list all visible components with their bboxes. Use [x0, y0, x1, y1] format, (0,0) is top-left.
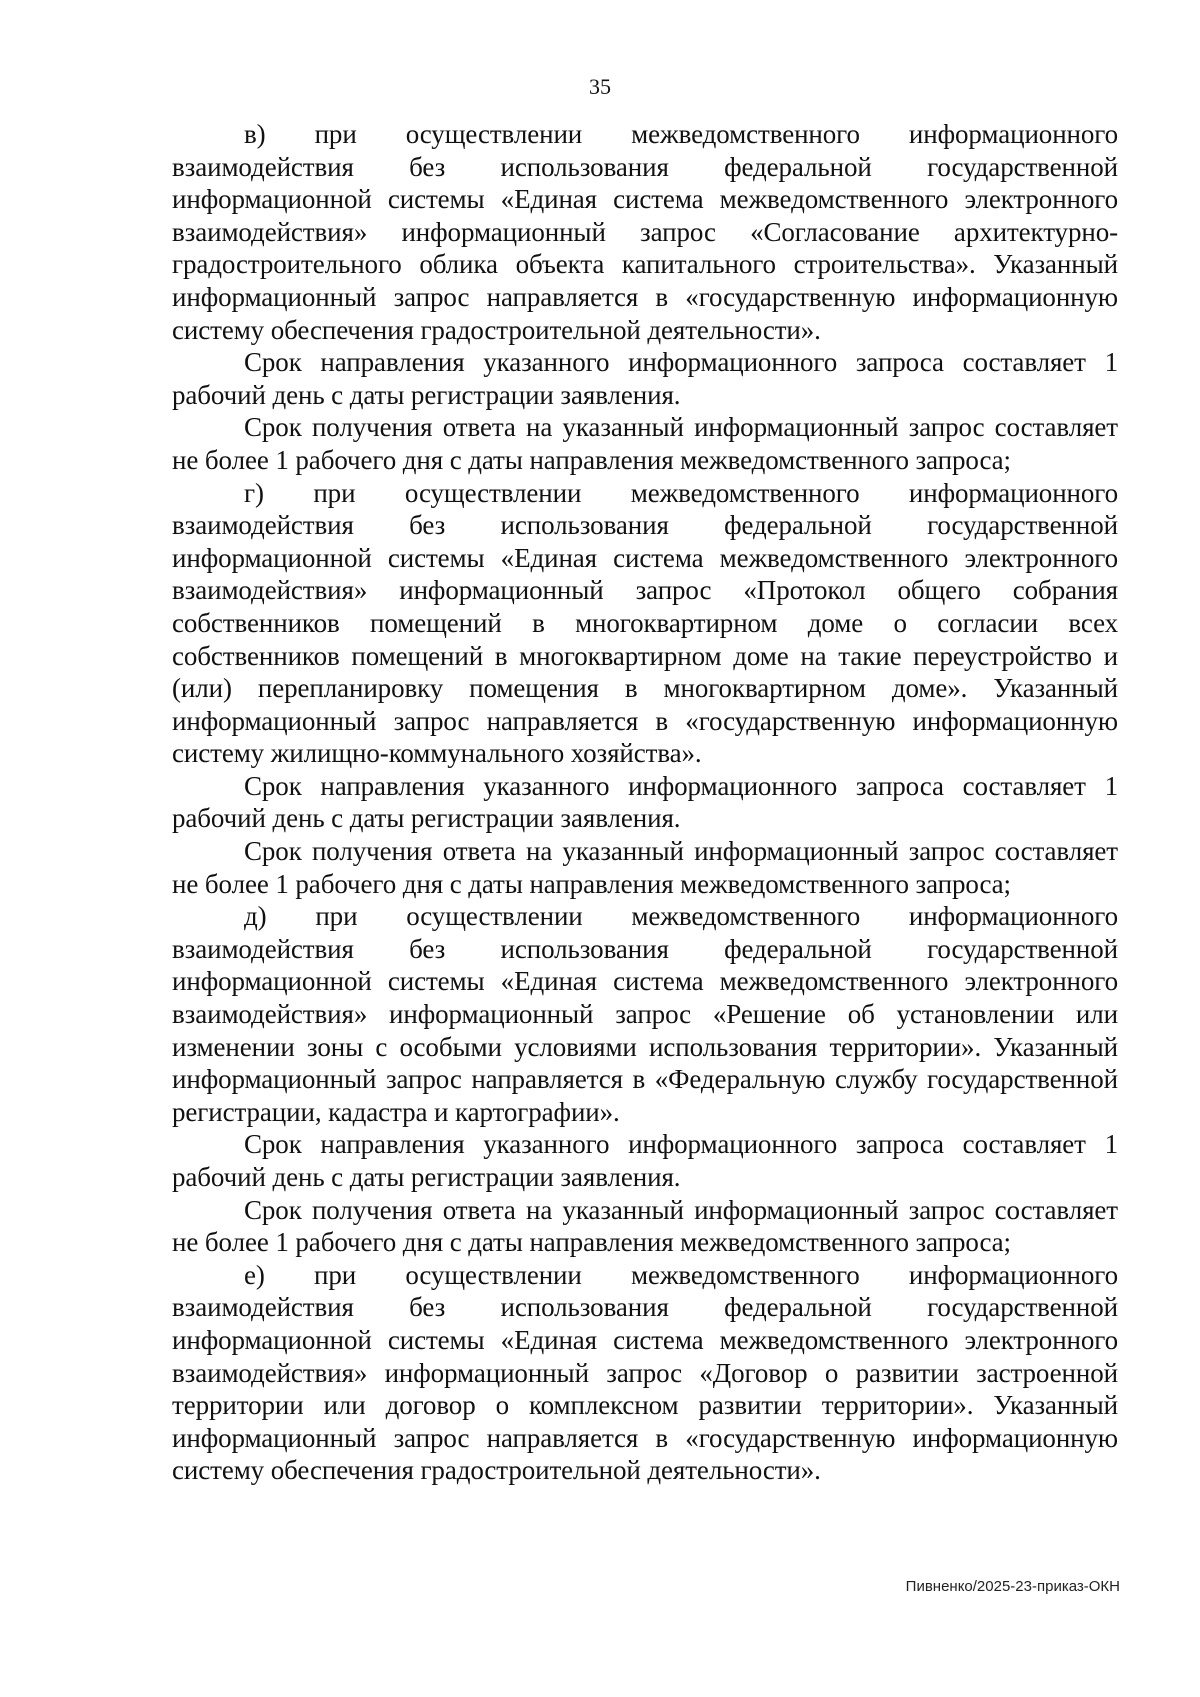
page-number: 35: [589, 74, 611, 99]
document-footer-code: Пивненко/2025-23-приказ-ОКН: [905, 1578, 1120, 1595]
paragraph-item-d: д) при осуществлении межведомственного информационного взаимодействия без использования федеральной государственной информационной системы «Единая система межведомственного электронного взаимодействия» информационный запрос «Решение об установлении или изменении зоны с особыми условиями использования территории». Указанный информационный запрос направляется в «Федеральную службу государственной регистрации, кадастра и картографии».: [172, 901, 1118, 1127]
paragraph-response-deadline: Срок получения ответа на указанный информационный запрос составляет не более 1 рабочего дня с даты направления межведомственного запроса;: [172, 836, 1118, 899]
paragraph-response-deadline: Срок получения ответа на указанный информационный запрос составляет не более 1 рабочего дня с даты направления межведомственного запроса;: [172, 1194, 1118, 1258]
paragraph-item-v: в) при осуществлении межведомственного информационного взаимодействия без использования федеральной государственной информационной системы «Единая система межведомственного электронного взаимодействия» информационный запрос «Согласование архитектурно-градостроительного облика объекта капитального строительства». Указанный информационный запрос направляется в «государственную информационную систему обеспечения градостроительной деятельности».: [172, 119, 1118, 345]
paragraph-request-deadline: Срок направления указанного информационного запроса составляет 1 рабочий день с даты регистрации заявления.: [172, 770, 1118, 834]
paragraph-response-deadline: Срок получения ответа на указанный информационный запрос составляет не более 1 рабочего дня с даты направления межведомственного запроса;: [172, 412, 1118, 475]
paragraph-request-deadline: Срок направления указанного информационного запроса составляет 1 рабочий день с даты регистрации заявления.: [172, 1129, 1118, 1192]
paragraph-item-g: г) при осуществлении межведомственного информационного взаимодействия без использования федеральной государственной информационной системы «Единая система межведомственного электронного взаимодействия» информационный запрос «Протокол общего собрания собственников помещений в многоквартирном доме о согласии всех собственников помещений в многоквартирном доме на такие переустройство и (или) перепланировку помещения в многоквартирном доме». Указанный информационный запрос направляется в «государственную информационную систему жилищно-коммунального хозяйства».: [172, 477, 1118, 769]
paragraph-item-e: е) при осуществлении межведомственного информационного взаимодействия без использования федеральной государственной информационной системы «Единая система межведомственного электронного взаимодействия» информационный запрос «Договор о развитии застроенной территории или договор о комплексном развитии территории». Указанный информационный запрос направляется в «государственную информационную систему обеспечения градостроительной деятельности».: [172, 1259, 1118, 1486]
paragraph-request-deadline: Срок направления указанного информационного запроса составляет 1 рабочий день с даты регистрации заявления.: [172, 347, 1118, 410]
document-body: [172, 118, 1118, 1487]
